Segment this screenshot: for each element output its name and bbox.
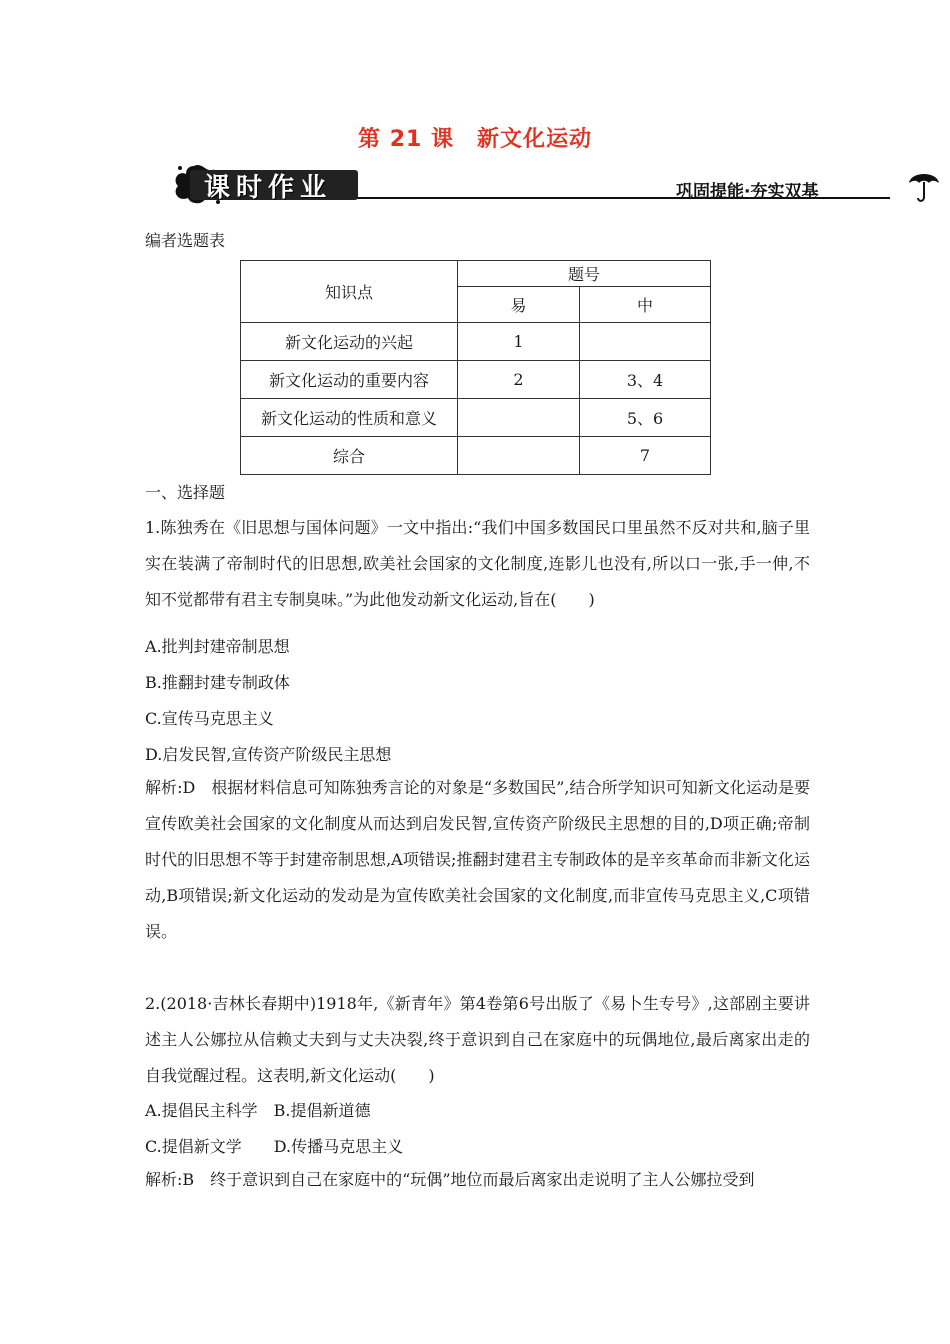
umbrella-icon xyxy=(907,167,941,205)
question-2-stem: 2.(2018·吉林长春期中)1918年,《新青年》第4卷第6号出版了《易卜生专号》,这部剧主要讲述主人公娜拉从信赖丈夫到与丈夫决裂,终于意识到自己在家庭中的玩偶地位,最后离家出走的自我觉醒过程。这表明,新文化运动( ) xyxy=(145,994,810,1085)
cell-medium xyxy=(580,323,711,361)
cell-topic: 新文化运动的性质和意义 xyxy=(241,399,458,437)
question-1-option-d: D.启发民智,宣传资产阶级民主思想 xyxy=(145,745,392,764)
question-1-option-a: A.批判封建帝制思想 xyxy=(145,637,290,656)
question-1-analysis: 解析:D 根据材料信息可知陈独秀言论的对象是“多数国民”,结合所学知识可知新文化运动是要宣传欧美社会国家的文化制度从而达到启发民智,宣传资产阶级民主思想的目的,D项正确;帝制时代的旧思想不等于封建帝制思想,A项错误;推翻封建君主专制政体的是辛亥革命而非新文化运动,B项错误;新文化运动的发动是为宣传欧美社会国家的文化制度,而非宣传马克思主义,C项错误。 xyxy=(145,778,810,941)
table-caption: 编者选题表 xyxy=(145,231,226,250)
cell-medium: 7 xyxy=(580,437,711,475)
question-selection-table xyxy=(240,260,711,475)
cell-medium: 5、6 xyxy=(580,399,711,437)
section-title: 一、选择题 xyxy=(145,483,226,502)
header-knowledge: 知识点 xyxy=(241,261,458,323)
table-row xyxy=(241,361,711,399)
question-1-stem: 1.陈独秀在《旧思想与国体问题》一文中指出:“我们中国多数国民口里虽然不反对共和,脑子里实在装满了帝制时代的旧思想,欧美社会国家的文化制度,连影儿也没有,所以口一张,手一伸,不知不觉都带有君主专制臭味。”为此他发动新文化运动,旨在( ) xyxy=(145,518,810,609)
question-2-analysis: 解析:B 终于意识到自己在家庭中的“玩偶”地位而最后离家出走说明了主人公娜拉受到 xyxy=(145,1170,755,1189)
table-row xyxy=(241,437,711,475)
table-row xyxy=(241,323,711,361)
cell-topic: 综合 xyxy=(241,437,458,475)
cell-medium: 3、4 xyxy=(580,361,711,399)
banner-left-label: 课时作业 xyxy=(204,173,333,203)
cell-easy xyxy=(458,399,580,437)
cell-easy xyxy=(458,437,580,475)
question-1-option-c: C.宣传马克思主义 xyxy=(145,709,274,728)
header-medium: 中 xyxy=(580,287,711,323)
cell-topic: 新文化运动的重要内容 xyxy=(241,361,458,399)
lesson-title: 第 21 课 新文化运动 xyxy=(358,127,592,152)
header-number: 题号 xyxy=(458,261,711,287)
question-2-options-cd: C.提倡新文学 D.传播马克思主义 xyxy=(145,1137,404,1156)
question-2-options-ab: A.提倡民主科学 B.提倡新道德 xyxy=(145,1101,371,1120)
cell-easy: 1 xyxy=(458,323,580,361)
table-row xyxy=(241,399,711,437)
banner-right-label: 巩固提能·夯实双基 xyxy=(676,182,819,202)
cell-easy: 2 xyxy=(458,361,580,399)
question-1-option-b: B.推翻封建专制政体 xyxy=(145,673,290,692)
cell-topic: 新文化运动的兴起 xyxy=(241,323,458,361)
header-easy: 易 xyxy=(458,287,580,323)
